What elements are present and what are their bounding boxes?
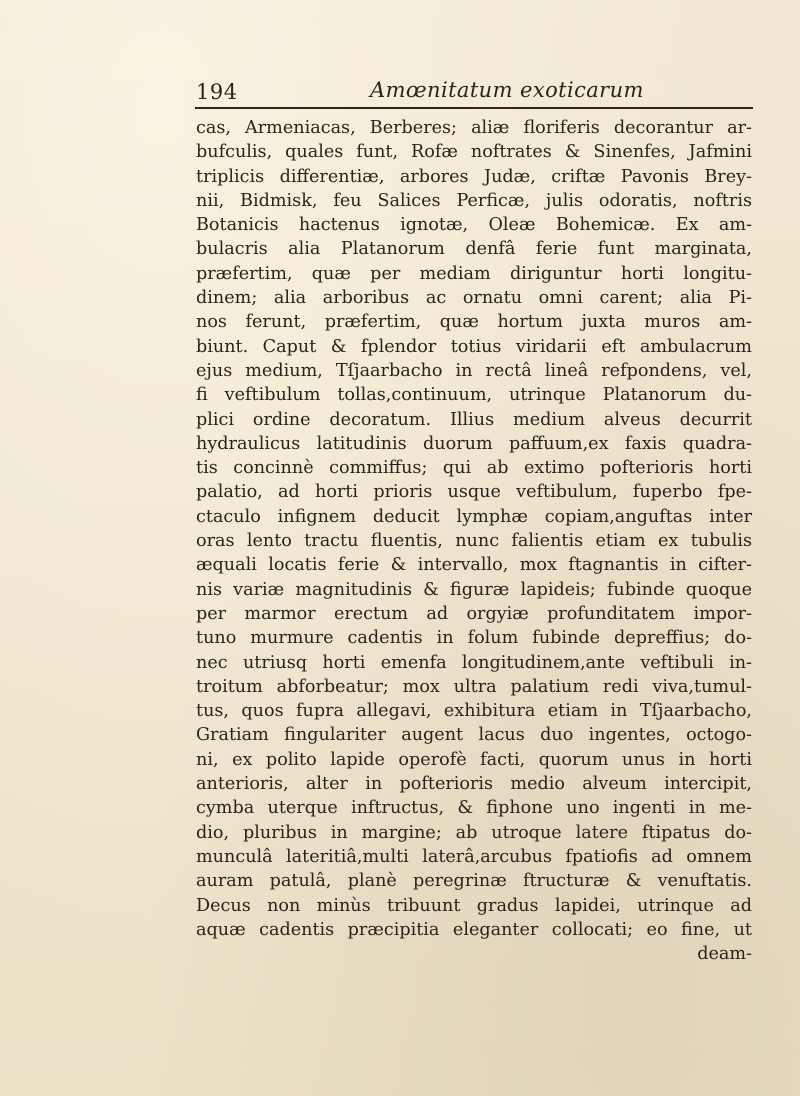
text-line: ejus medium, Tſjaarbacho in rectâ lineâ refpondens, vel, bbox=[196, 360, 752, 381]
text-line: ctaculo infignem deducit lymphæ copiam,anguftas inter bbox=[196, 506, 752, 527]
text-line: Gratiam fingulariter augent lacus duo ingentes, octogo- bbox=[196, 725, 752, 746]
text-line: nii, Bidmisk, feu Salices Perficæ, julis odoratis, noftris bbox=[196, 190, 752, 211]
text-line: palatio, ad horti prioris usque veftibulum, fuperbo fpe- bbox=[196, 482, 752, 503]
text-line: præfertim, quæ per mediam diriguntur horti longitu- bbox=[196, 263, 752, 284]
catchword: deam- bbox=[697, 944, 752, 965]
text-line: triplicis differentiæ, arbores Judæ, criftæ Pavonis Brey- bbox=[196, 166, 752, 187]
text-line: auram patulâ, planè peregrinæ ftructuræ & venuftatis. bbox=[196, 871, 752, 892]
text-line: oras lento tractu fluentis, nunc falientis etiam ex tubulis bbox=[196, 531, 752, 552]
text-line: tus, quos fupra allegavi, exhibitura etiam in Tſjaarbacho, bbox=[196, 701, 752, 722]
text-line: per marmor erectum ad orgyiæ profunditatem impor- bbox=[196, 603, 752, 624]
text-line: munculâ lateritiâ,multi laterâ,arcubus fpatiofis ad omnem bbox=[196, 846, 752, 867]
text-line: Botanicis hactenus ignotæ, Oleæ Bohemicæ. Ex am- bbox=[196, 215, 752, 236]
text-line: bufculis, quales funt, Rofæ noftrates & Sinenfes, Jafmini bbox=[196, 142, 752, 163]
text-line: nis variæ magnitudinis & figuræ lapideis; fubinde quoque bbox=[196, 579, 752, 600]
page-header bbox=[196, 76, 752, 106]
text-line: tuno murmure cadentis in folum fubinde depreffius; do- bbox=[196, 628, 752, 649]
text-line: cymba uterque inftructus, & fiphone uno ingenti in me- bbox=[196, 798, 752, 819]
running-title: Amœnitatum exoticarum bbox=[370, 78, 644, 102]
text-line: troitum abforbeatur; mox ultra palatium redi viva,tumul- bbox=[196, 676, 752, 697]
text-line: biunt. Caput & fplendor totius viridarii eft ambulacrum bbox=[196, 336, 752, 357]
text-line: cas, Armeniacas, Berberes; aliæ floriferis decorantur ar- bbox=[196, 118, 752, 138]
text-line: dinem; alia arboribus ac ornatu omni carent; alia Pi- bbox=[196, 288, 752, 309]
text-line: nec utriusq horti emenfa longitudinem,ante veftibuli in- bbox=[196, 652, 752, 673]
body-text bbox=[196, 116, 752, 966]
text-line: bulacris alia Platanorum denfâ ferie funt marginata, bbox=[196, 239, 752, 260]
text-line: nos ferunt, præfertim, quæ hortum juxta muros am- bbox=[196, 312, 752, 333]
text-line: hydraulicus latitudinis duorum paffuum,ex faxis quadra- bbox=[196, 433, 752, 454]
text-line: dio, pluribus in margine; ab utroque latere ftipatus do- bbox=[196, 822, 752, 843]
text-line: Decus non minùs tribuunt gradus lapidei, utrinque ad bbox=[196, 895, 752, 916]
text-line: fi veftibulum tollas,continuum, utrinque Platanorum du- bbox=[196, 385, 752, 406]
text-line: tis concinnè commiffus; qui ab extimo pofterioris horti bbox=[196, 458, 752, 479]
text-line: ni, ex polito lapide operofè facti, quorum unus in horti bbox=[196, 749, 752, 770]
header-rule bbox=[195, 107, 753, 109]
text-line: plici ordine decoratum. Illius medium alveus decurrit bbox=[196, 409, 752, 430]
text-line: aquæ cadentis præcipitia eleganter collocati; eo fine, ut bbox=[196, 919, 752, 940]
text-line: æquali locatis ferie & intervallo, mox ftagnantis in cifter- bbox=[196, 555, 752, 576]
text-line: anterioris, alter in pofterioris medio alveum intercipit, bbox=[196, 774, 752, 795]
page-number: 194 bbox=[196, 80, 238, 104]
